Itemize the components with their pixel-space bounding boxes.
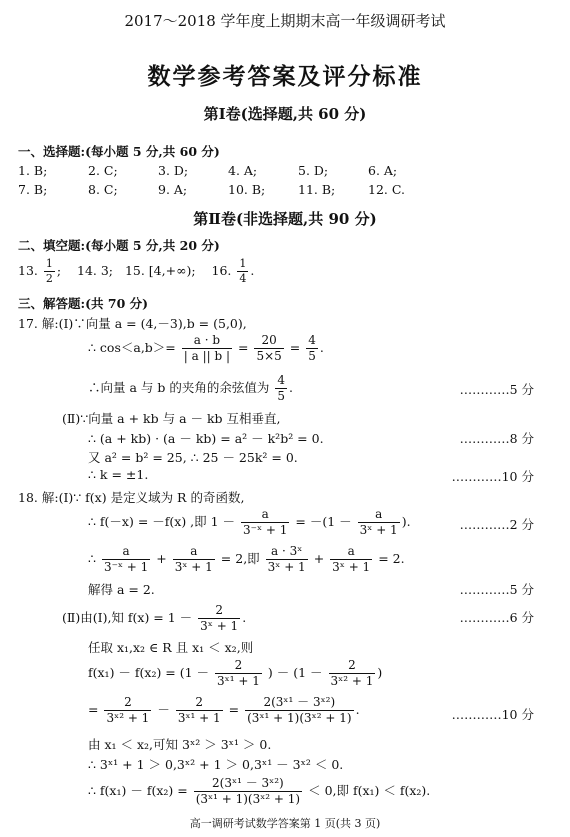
score-mark: …………8 分 bbox=[459, 431, 534, 446]
q17-line-2: ∴ cos＜a,b＞= $\frac{a \cdot b}{| a || b |}$ = $\frac{20}{5\times 5}$ = $\frac{4}{5}$ . bbox=[88, 333, 324, 363]
choice-answers-row-1 bbox=[18, 163, 438, 178]
q18-line-10: ∴ 3ˣ¹ + 1 ＞ 0,3ˣ² + 1 ＞ 0,3ˣ¹ － 3ˣ² ＜ 0. bbox=[88, 757, 344, 772]
fraction: $\frac{2}{\text{3ˣ¹ + 1}}$ bbox=[177, 695, 221, 725]
fraction: $\frac{2}{\text{3ˣ¹ + 1}}$ bbox=[217, 658, 260, 688]
page-footer: 高一调研考试数学答案第 1 页(共 3 页) bbox=[189, 817, 381, 830]
q17-line-6: 又 a² = b² = 25, ∴ 25 － 25k² = 0. bbox=[88, 450, 298, 465]
fraction: $\frac{2}{\text{3ˣ² + 1}}$ bbox=[330, 658, 374, 688]
q17-line-1: 17. 解:(Ⅰ)∵向量 a = (4,－3),b = (5,0), bbox=[18, 316, 247, 331]
q18-line-2: ∴ f(－x) = －f(x) ,即 1 － $\frac{a}{\text{3⁻ˣ + 1}}$ = －(1 － $\frac{a}{\text{3ˣ + 1}}$ ). bbox=[88, 507, 411, 537]
q18-line-11: ∴ f(x₁) － f(x₂) = $\frac{\text{2(3ˣ¹ － 3ˣ²)}}{\text{(3ˣ¹ + 1)(3ˣ² + 1)}}$ ＜ 0,即 f(x₁) ＜ f(x₂). bbox=[88, 776, 431, 806]
choice-answer: 11. B; bbox=[298, 182, 336, 197]
choice-answer: 2. C; bbox=[88, 163, 118, 178]
choice-answer: 8. C; bbox=[88, 182, 118, 197]
volume-1-title: 第Ⅰ卷(选择题,共 60 分) bbox=[203, 105, 367, 123]
choice-answer: 4. A; bbox=[228, 163, 258, 178]
choice-answer: 12. C. bbox=[368, 182, 405, 197]
score-mark: …………5 分 bbox=[459, 582, 534, 597]
fraction: $\frac{a \cdot b}{| a || b |}$ bbox=[183, 333, 231, 363]
exam-header: 2017～2018 学年度上期期末高一年级调研考试 bbox=[124, 12, 446, 30]
score-mark: …………5 分 bbox=[459, 382, 534, 397]
q18-line-7: f(x₁) － f(x₂) = (1 － $\frac{2}{\text{3ˣ¹ + 1}}$ ) － (1 － $\frac{2}{\text{3ˣ² + 1}}$ ) bbox=[88, 658, 383, 688]
fraction: $\frac{1}{4}$ bbox=[239, 257, 247, 285]
score-mark: …………10 分 bbox=[451, 707, 534, 722]
q17-line-4: (Ⅱ)∵向量 a + kb 与 a － kb 互相垂直, bbox=[62, 411, 281, 426]
fraction: $\frac{a}{\text{3⁻ˣ + 1}}$ bbox=[243, 507, 288, 537]
q18-line-9: 由 x₁ ＜ x₂,可知 3ˣ² ＞ 3ˣ¹ ＞ 0. bbox=[88, 737, 272, 752]
fraction: $\frac{4}{5}$ bbox=[308, 333, 316, 363]
q18-line-1: 18. 解:(Ⅰ)∵ f(x) 是定义域为 R 的奇函数, bbox=[18, 490, 245, 505]
fraction: $\frac{20}{5\times 5}$ bbox=[256, 333, 282, 363]
score-mark: …………6 分 bbox=[459, 610, 534, 625]
q18-line-5: (Ⅱ)由(Ⅰ),知 f(x) = 1 － $\frac{2}{\text{3ˣ + 1}}$ . bbox=[62, 603, 247, 633]
fraction: $\frac{a}{\text{3ˣ + 1}}$ bbox=[174, 544, 213, 574]
q18-line-8: = $\frac{2}{\text{3ˣ² + 1}}$ － $\frac{2}{\text{3ˣ¹ + 1}}$ = $\frac{\text{2(3ˣ¹ － 3ˣ²)}}{\text{(3ˣ¹ + 1)(3ˣ² + 1)}}$ . bbox=[88, 695, 360, 725]
fraction: $\frac{\text{2(3ˣ¹ － 3ˣ²)}}{\text{(3ˣ¹ + 1)(3ˣ² + 1)}}$ bbox=[247, 695, 352, 725]
q18-line-3: ∴ $\frac{a}{\text{3⁻ˣ + 1}}$ + $\frac{a}{\text{3ˣ + 1}}$ = 2,即 $\frac{\text{a · 3ˣ}}{\text{3ˣ + 1}}$ + $\frac{a}{\text{3ˣ + 1}}$ = 2. bbox=[88, 544, 405, 574]
fraction: $\frac{\text{a · 3ˣ}}{\text{3ˣ + 1}}$ bbox=[267, 544, 306, 574]
q17-line-5: ∴ (a + kb) · (a － kb) = a² － k²b² = 0. bbox=[88, 431, 324, 446]
q17-line-3: ∴向量 a 与 b 的夹角的余弦值为 $\frac{4}{5}$ . bbox=[88, 373, 293, 403]
section-choice-title: 一、选择题:(每小题 5 分,共 60 分) bbox=[18, 144, 220, 159]
fraction: $\frac{\text{2(3ˣ¹ － 3ˣ²)}}{\text{(3ˣ¹ + 1)(3ˣ² + 1)}}$ bbox=[195, 776, 301, 806]
fraction: $\frac{a}{\text{3ˣ + 1}}$ bbox=[359, 507, 398, 537]
choice-answer: 1. B; bbox=[18, 163, 48, 178]
score-mark: …………2 分 bbox=[459, 517, 534, 532]
fraction: $\frac{a}{\text{3ˣ + 1}}$ bbox=[332, 544, 371, 574]
fraction: $\frac{1}{2}$ bbox=[45, 257, 53, 285]
section-solution-title: 三、解答题:(共 70 分) bbox=[18, 296, 149, 311]
q18-line-4: 解得 a = 2. bbox=[88, 582, 155, 597]
page-title: 数学参考答案及评分标准 bbox=[147, 63, 423, 90]
fill-answers: 13. $\frac{1}{2}$ ; 14. 3; 15. [4,+∞); 16. $\frac{1}{4}$ . bbox=[18, 257, 255, 285]
fraction: $\frac{a}{\text{3⁻ˣ + 1}}$ bbox=[103, 544, 149, 574]
choice-answer: 7. B; bbox=[18, 182, 48, 197]
choice-answer: 9. A; bbox=[158, 182, 188, 197]
choice-answers-row-2 bbox=[18, 182, 438, 197]
q17-line-7: ∴ k = ±1. bbox=[88, 467, 149, 482]
section-fill-title: 二、填空题:(每小题 5 分,共 20 分) bbox=[18, 238, 220, 253]
choice-answer: 6. A; bbox=[368, 163, 398, 178]
q18-line-6: 任取 x₁,x₂ ∈ R 且 x₁ ＜ x₂,则 bbox=[88, 640, 254, 655]
fraction: $\frac{2}{\text{3ˣ² + 1}}$ bbox=[106, 695, 150, 725]
choice-answer: 3. D; bbox=[158, 163, 189, 178]
fraction: $\frac{2}{\text{3ˣ + 1}}$ bbox=[200, 603, 239, 633]
score-mark: …………10 分 bbox=[451, 469, 534, 484]
volume-2-title: 第Ⅱ卷(非选择题,共 90 分) bbox=[193, 210, 377, 228]
fraction: $\frac{4}{5}$ bbox=[277, 373, 285, 403]
choice-answer: 5. D; bbox=[298, 163, 329, 178]
choice-answer: 10. B; bbox=[228, 182, 266, 197]
